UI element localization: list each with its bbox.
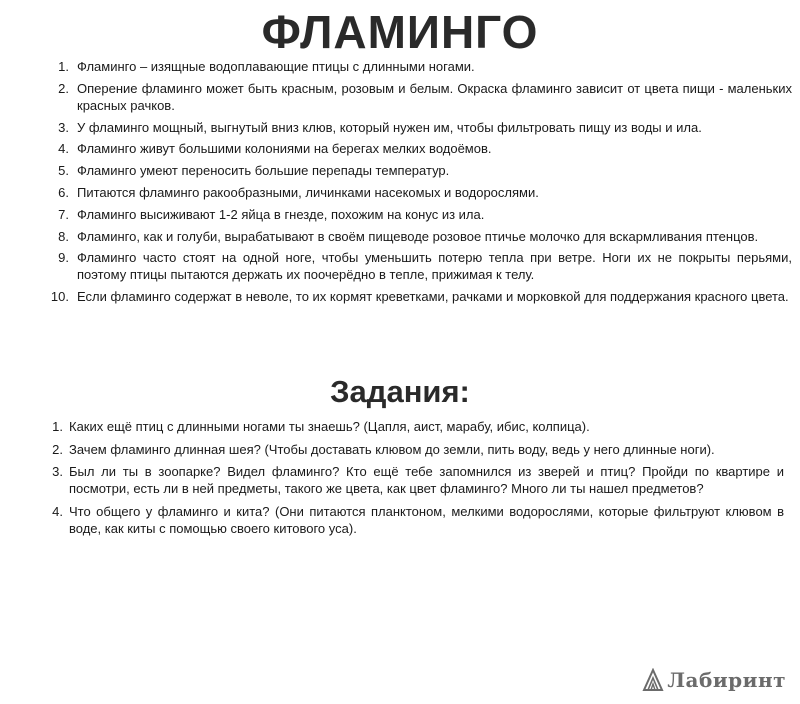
labyrinth-logo-icon	[642, 668, 664, 692]
item-text: Фламинго – изящные водоплавающие птицы с длинными ногами.	[77, 59, 475, 74]
item-number: 4.	[58, 141, 69, 157]
list-item	[44, 228, 792, 245]
item-text: Фламинго часто стоят на одной ноге, чтобы уменьшить потерю тепла при ветре. Ноги их не покрыты перьями, поэтому птицы пытаются держать их поочерёдно в тепле, прижимая к телу.	[77, 250, 792, 283]
item-number: 6.	[58, 184, 69, 200]
page-title: ФЛАМИНГО	[261, 6, 539, 58]
list-item	[44, 418, 784, 435]
item-text: Если фламинго содержат в неволе, то их кормят креветками, рачками и морковкой для поддержания красного цвета.	[77, 289, 789, 305]
item-text: Фламинго живут большими колониями на берегах мелких водоёмов.	[77, 141, 492, 157]
item-number: 8.	[58, 228, 69, 244]
list-item	[44, 288, 792, 305]
item-text: Фламинго, как и голуби, вырабатывают в своём пищеводе розовое птичье молочко для вскармливания птенцов.	[77, 228, 759, 244]
list-item	[44, 503, 784, 537]
item-number: 9.	[58, 250, 69, 266]
list-item	[44, 162, 792, 179]
list-item	[44, 441, 784, 458]
item-number: 5.	[58, 163, 69, 179]
item-text: У фламинго мощный, выгнутый вниз клюв, который нужен им, чтобы фильтровать пищу из воды и ила.	[77, 119, 702, 135]
list-item	[44, 140, 792, 157]
watermark-text: Лабиринт	[667, 668, 786, 692]
item-number: 2.	[52, 441, 63, 457]
item-text: Каких ещё птиц с длинными ногами ты знаешь? (Цапля, аист, марабу, ибис, колпица).	[69, 419, 590, 434]
item-text: Был ли ты в зоопарке? Видел фламинго? Кто ещё тебе запомнился из зверей и птиц? Пройди по квартире и посмотри, есть ли в ней предметы, такого же цвета, как цвет фламинго? Много ли ты нашел предметов?	[69, 464, 784, 496]
item-number: 4.	[52, 503, 63, 519]
list-item	[44, 119, 792, 136]
tasks-heading: Задания:	[330, 374, 470, 409]
item-text: Питаются фламинго ракообразными, личинками насекомых и водорослями.	[77, 184, 539, 200]
list-item	[44, 80, 792, 114]
list-item	[44, 463, 784, 497]
item-number: 1.	[52, 419, 63, 434]
item-number: 2.	[58, 80, 69, 96]
item-text: Фламинго высиживают 1-2 яйца в гнезде, похожим на конус из ила.	[77, 206, 485, 222]
item-number: 1.	[58, 59, 69, 74]
item-number: 3.	[58, 119, 69, 135]
list-item	[44, 206, 792, 223]
facts-list	[44, 58, 792, 310]
item-text: Оперение фламинго может быть красным, розовым и белым. Окраска фламинго зависит от цвета пищи - маленьких красных рачков.	[77, 80, 792, 113]
item-number: 3.	[52, 464, 63, 479]
item-number: 7.	[58, 206, 69, 222]
tasks-list	[44, 418, 784, 542]
list-item	[44, 184, 792, 201]
watermark	[642, 668, 786, 692]
list-item	[44, 58, 792, 75]
list-item	[44, 249, 792, 283]
item-text: Зачем фламинго длинная шея? (Чтобы доставать клювом до земли, пить воду, ведь у него длинные ноги).	[69, 441, 715, 457]
item-text: Что общего у фламинго и кита? (Они питаются планктоном, мелкими водорослями, которые фильтруют клювом в воде, как киты с помощью своего китового уса).	[69, 503, 784, 536]
item-text: Фламинго умеют переносить большие перепады температур.	[77, 163, 450, 179]
item-number: 10.	[50, 289, 69, 305]
